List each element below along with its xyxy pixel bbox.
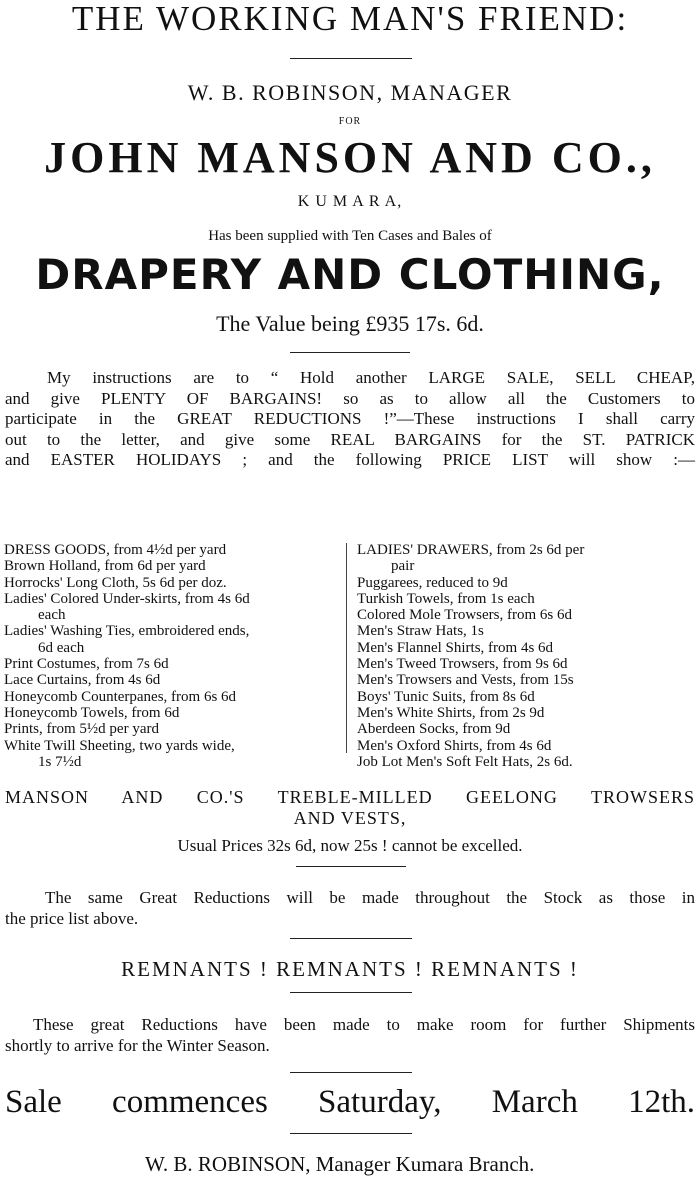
divider-rule: [290, 992, 412, 993]
price-item: pair: [391, 558, 415, 575]
price-item: each: [38, 607, 66, 624]
price-item: Honeycomb Towels, from 6d: [4, 704, 180, 721]
price-item: Men's White Shirts, from 2s 9d: [357, 704, 545, 721]
price-item: Men's Flannel Shirts, from 4s 6d: [357, 639, 554, 656]
town-name: K U M A R A,: [297, 193, 403, 210]
paragraph-line: shortly to arrive for the Winter Season.: [5, 1035, 270, 1055]
great-reductions-paragraph: [5, 1015, 695, 1056]
price-item: Print Costumes, from 7s 6d: [4, 656, 169, 673]
geelong-heading: [5, 786, 695, 808]
column-divider: [346, 543, 347, 753]
instructions-line: participate in the GREAT REDUCTIONS !”—These instructions I shall carry: [5, 409, 695, 428]
price-list-right: [357, 542, 584, 770]
category-heading: DRAPERY AND CLOTHING,: [35, 250, 665, 299]
divider-rule: [290, 938, 412, 939]
price-item: Colored Mole Trowsers, from 6s 6d: [357, 607, 573, 624]
same-reductions-paragraph: [5, 888, 695, 929]
price-item: Honeycomb Counterpanes, from 6s 6d: [4, 688, 237, 705]
price-item: Men's Trowsers and Vests, from 15s: [357, 672, 574, 689]
sale-heading: [5, 1080, 695, 1124]
divider-rule: [296, 866, 406, 867]
price-item: Men's Oxford Shirts, from 4s 6d: [357, 737, 552, 754]
paragraph-line: the price list above.: [5, 908, 139, 928]
usual-prices: Usual Prices 32s 6d, now 25s ! cannot be excelled.: [177, 836, 523, 855]
instructions-line: My instructions are to “ Hold another LARGE SALE, SELL CHEAP,: [47, 368, 695, 387]
paragraph-line: These great Reductions have been made to make room for further Shipments: [33, 1015, 695, 1034]
instructions-line: and EASTER HOLIDAYS ; and the following PRICE LIST will show :—: [5, 450, 695, 469]
price-item: Boys' Tunic Suits, from 8s 6d: [357, 688, 535, 705]
price-item: Horrocks' Long Cloth, 5s 6d per doz.: [4, 574, 227, 591]
paragraph-line: The same Great Reductions will be made throughout the Stock as those in: [45, 888, 695, 907]
price-item: Prints, from 5½d per yard: [4, 721, 159, 738]
divider-rule: [290, 58, 412, 59]
headline: THE WORKING MAN'S FRIEND:: [71, 0, 629, 38]
price-list-left: [4, 542, 250, 770]
supplied-line: Has been supplied with Ten Cases and Bales of: [208, 228, 492, 244]
price-item: 1s 7½d: [38, 753, 82, 770]
company-name: JOHN MANSON AND CO.,: [44, 133, 656, 182]
divider-rule: [290, 1072, 412, 1073]
price-item: Job Lot Men's Soft Felt Hats, 2s 6d.: [357, 753, 573, 770]
price-item: Turkish Towels, from 1s each: [357, 590, 535, 607]
divider-rule: [290, 352, 410, 353]
price-item: Ladies' Washing Ties, embroidered ends,: [4, 623, 250, 640]
price-item: Puggarees, reduced to 9d: [357, 574, 508, 591]
for-word: FOR: [338, 116, 362, 127]
price-item: Men's Straw Hats, 1s: [357, 623, 484, 640]
value-line: The Value being £935 17s. 6d.: [216, 311, 484, 336]
price-item: Ladies' Colored Under-skirts, from 4s 6d: [4, 590, 250, 607]
price-item: White Twill Sheeting, two yards wide,: [4, 737, 235, 754]
geelong-line: MANSON AND CO.'S TREBLE-MILLED GEELONG TROWSERS: [5, 787, 695, 807]
price-item: 6d each: [38, 639, 85, 656]
geelong-line: AND VESTS,: [293, 808, 407, 828]
price-item: Aberdeen Socks, from 9d: [357, 721, 511, 738]
price-item: LADIES' DRAWERS, from 2s 6d per: [357, 542, 585, 558]
manager-line: W. B. ROBINSON, MANAGER: [187, 80, 513, 105]
instructions-line: and give PLENTY OF BARGAINS! so as to allow all the Customers to: [5, 388, 695, 408]
signature-line: W. B. ROBINSON, Manager Kumara Branch.: [145, 1152, 535, 1176]
price-item: Lace Curtains, from 4s 6d: [4, 672, 161, 689]
instructions-line: out to the letter, and give some REAL BARGAINS for the ST. PATRICK: [5, 429, 695, 449]
divider-rule: [290, 1133, 412, 1134]
price-item: DRESS GOODS, from 4½d per yard: [4, 542, 227, 558]
sale-line: Sale commences Saturday, March 12th.: [5, 1084, 695, 1120]
instructions-paragraph: [5, 368, 695, 471]
remnants-heading: REMNANTS ! REMNANTS ! REMNANTS !: [121, 957, 579, 981]
price-item: Men's Tweed Trowsers, from 9s 6d: [357, 656, 568, 673]
price-item: Brown Holland, from 6d per yard: [4, 558, 206, 575]
